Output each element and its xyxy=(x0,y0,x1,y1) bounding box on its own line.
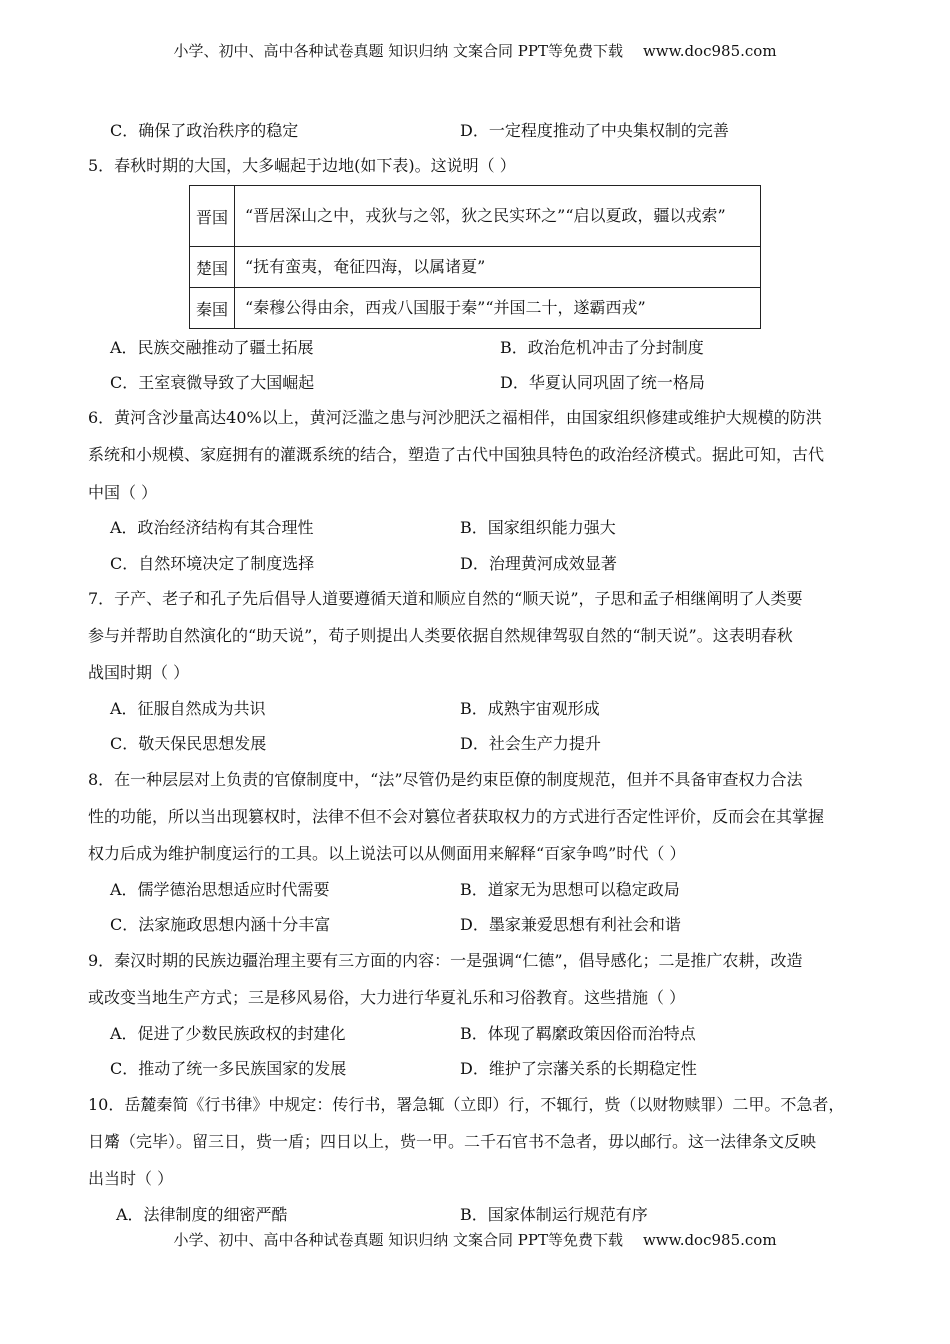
q6-option-d: D．治理黄河成效显著 xyxy=(460,554,617,573)
q10-stem-line: 日觱（完毕）。留三日，赀一盾；四日以上，赀一甲。二千石官书不急者，毋以邮行。这一法律条文反映 xyxy=(88,1132,817,1151)
q6-stem-line: 中国（ ） xyxy=(88,483,158,502)
q6-option-b: B．国家组织能力强大 xyxy=(460,518,616,537)
q5-option-d: D．华夏认同巩固了统一格局 xyxy=(500,373,705,392)
q8-option-c: C．法家施政思想内涵十分丰富 xyxy=(110,915,331,934)
q7-option-a: A．征服自然成为共识 xyxy=(110,699,266,718)
table-row xyxy=(190,247,761,288)
q9-option-a: A．促进了少数民族政权的封建化 xyxy=(110,1024,346,1043)
q10-option-b: B．国家体制运行规范有序 xyxy=(460,1205,648,1224)
header-url[interactable]: www.doc985.com xyxy=(642,42,777,60)
table-quote: “晋居深山之中，戎狄与之邻，狄之民实环之”“启以夏政，疆以戎索” xyxy=(235,186,761,247)
q9-option-c: C．推动了统一多民族国家的发展 xyxy=(110,1059,347,1078)
q8-stem-line: 8．在一种层层对上负责的官僚制度中，“法”尽管仍是约束臣僚的制度规范，但并不具备审查权力合法 xyxy=(88,770,803,789)
q5-stem: 5．春秋时期的大国，大多崛起于边地(如下表)。这说明（ ） xyxy=(88,156,516,175)
page-header xyxy=(0,40,950,61)
table-row xyxy=(190,288,761,329)
q6-option-c: C．自然环境决定了制度选择 xyxy=(110,554,315,573)
q5-table xyxy=(189,185,761,329)
q10-stem-line: 10．岳麓秦简《行书律》中规定：传行书，署急辄（立即）行，不辄行，赀（以财物赎罪）二甲。不急者， xyxy=(88,1095,845,1114)
q10-stem-line: 出当时（ ） xyxy=(88,1169,174,1188)
q7-option-d: D．社会生产力提升 xyxy=(460,734,601,753)
table-state: 秦国 xyxy=(190,288,235,329)
q6-stem-line: 6．黄河含沙量高达40%以上，黄河泛滥之患与河沙肥沃之福相伴，由国家组织修建或维护大规模的防洪 xyxy=(88,408,822,427)
q7-stem-line: 战国时期（ ） xyxy=(88,663,190,682)
q9-option-b: B．体现了羁縻政策因俗而治特点 xyxy=(460,1024,696,1043)
q4-option-c: C．确保了政治秩序的稳定 xyxy=(110,121,299,140)
q9-stem-line: 9．秦汉时期的民族边疆治理主要有三方面的内容：一是强调“仁德”，倡导感化；二是推广农耕，改造 xyxy=(88,951,803,970)
q8-option-d: D．墨家兼爱思想有利社会和谐 xyxy=(460,915,681,934)
q5-option-b: B．政治危机冲击了分封制度 xyxy=(500,338,704,357)
q10-option-a: A．法律制度的细密严酷 xyxy=(116,1205,288,1224)
q7-option-b: B．成熟宇宙观形成 xyxy=(460,699,600,718)
q8-option-b: B．道家无为思想可以稳定政局 xyxy=(460,880,680,899)
q7-stem-line: 7．子产、老子和孔子先后倡导人道要遵循天道和顺应自然的“顺天说”，子思和孟子相继阐明了人类要 xyxy=(88,589,803,608)
table-state: 晋国 xyxy=(190,186,235,247)
header-text: 小学、初中、高中各种试卷真题 知识归纳 文案合同 PPT等免费下载 xyxy=(173,42,623,60)
page-footer xyxy=(0,1229,950,1250)
q7-stem-line: 参与并帮助自然演化的“助天说”，荀子则提出人类要依据自然规律驾驭自然的“制天说”。这表明春秋 xyxy=(88,626,793,645)
table-row xyxy=(190,186,761,247)
q5-option-a: A．民族交融推动了疆土拓展 xyxy=(110,338,314,357)
q7-option-c: C．敬天保民思想发展 xyxy=(110,734,267,753)
q8-option-a: A．儒学德治思想适应时代需要 xyxy=(110,880,330,899)
q6-option-a: A．政治经济结构有其合理性 xyxy=(110,518,314,537)
q8-stem-line: 权力后成为维护制度运行的工具。以上说法可以从侧面用来解释“百家争鸣”时代（ ） xyxy=(88,844,686,863)
q5-option-c: C．王室衰微导致了大国崛起 xyxy=(110,373,315,392)
q6-stem-line: 系统和小规模、家庭拥有的灌溉系统的结合，塑造了古代中国独具特色的政治经济模式。据此可知，古代 xyxy=(88,445,825,464)
q9-stem-line: 或改变当地生产方式；三是移风易俗，大力进行华夏礼乐和习俗教育。这些措施（ ） xyxy=(88,988,686,1007)
table-state: 楚国 xyxy=(190,247,235,288)
footer-url[interactable]: www.doc985.com xyxy=(642,1231,777,1249)
q9-option-d: D．维护了宗藩关系的长期稳定性 xyxy=(460,1059,697,1078)
table-quote: “秦穆公得由余，西戎八国服于秦”“并国二十，遂霸西戎” xyxy=(235,288,761,329)
q4-option-d: D．一定程度推动了中央集权制的完善 xyxy=(460,121,729,140)
q8-stem-line: 性的功能，所以当出现篡权时，法律不但不会对篡位者获取权力的方式进行否定性评价，反而会在其掌握 xyxy=(88,807,825,826)
table-quote: “抚有蛮夷，奄征四海，以属诸夏” xyxy=(235,247,761,288)
footer-text: 小学、初中、高中各种试卷真题 知识归纳 文案合同 PPT等免费下载 xyxy=(173,1231,623,1249)
